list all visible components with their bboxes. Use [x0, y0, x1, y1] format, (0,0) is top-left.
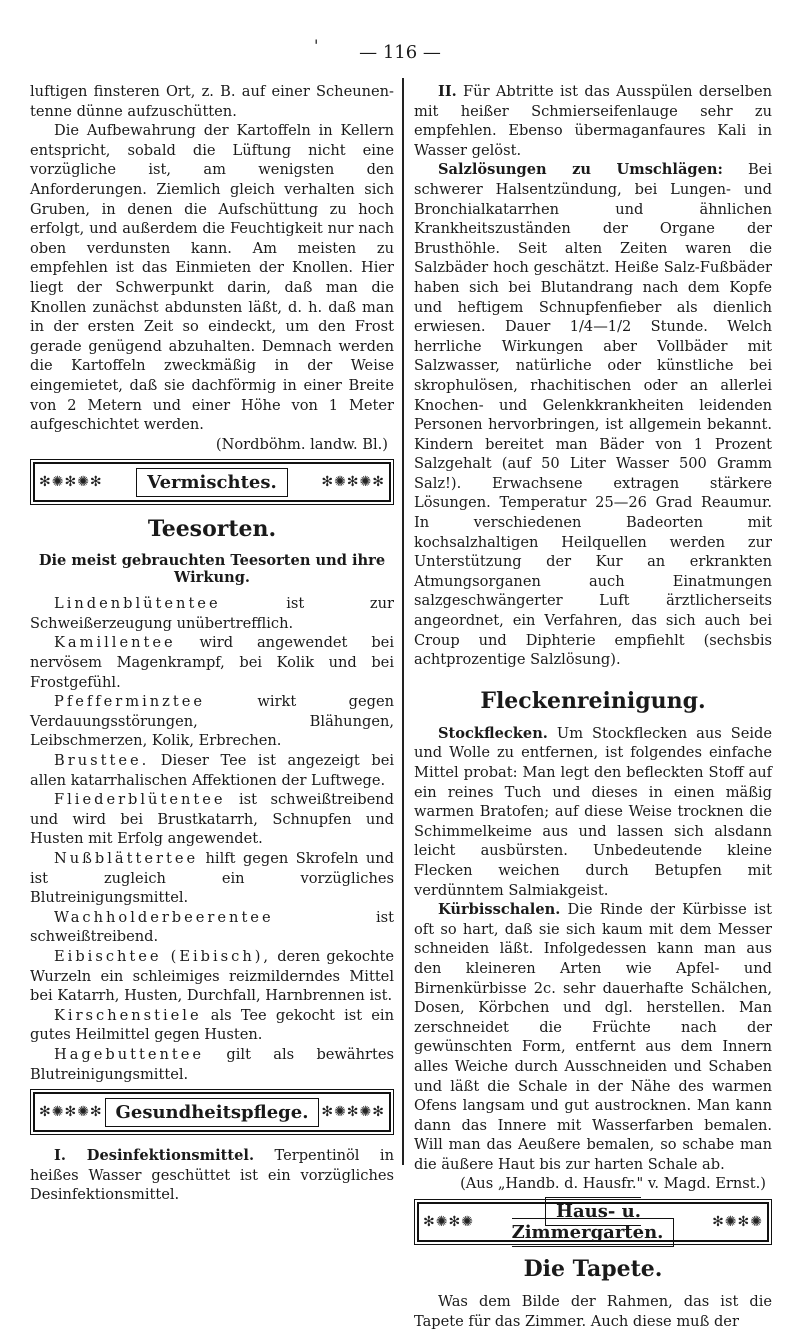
ornament-right: ✻✺✻✺✻ — [321, 1104, 385, 1121]
mildew-paragraph: Stockflecken. Um Stockflecken aus Seide und Wolle zu entfernen, ist folgendes einfache Mittel probat: Man legt den befleckten Stoff auf ein reines Tuch und dieses in einen mäßig warmen Bratofen; auf diese Weise trocknen die Schimmelkeime aus und lassen sich alsdann leicht ausbürsten. Unbedeutende kleine Flecken weichen durch Betupfen mit verdünntem Salmiakgeist. — [414, 724, 772, 899]
right-column — [414, 82, 772, 1330]
tea-item: Kirschenstiele als Tee gekocht ist ein gutes Heilmittel gegen Husten. — [30, 1006, 394, 1044]
column-divider — [402, 78, 404, 1165]
stray-mark: ' — [314, 36, 319, 55]
ornament-left: ✻✺✻✺✻ — [39, 474, 103, 491]
potato-storage-paragraph: Die Aufbewahrung der Kartoffeln in Kellern entspricht, sobald die Lüftung nicht eine vorzügliche ist, am wenigsten den Anforderungen. Ziemlich gleich verhalten sich Gruben, in denen die Aufschüttung zu hoch erfolgt, und außerdem die Feuchtigkeit nur nach oben verdunsten kann. Am meisten zu empfehlen ist das Einmieten der Knollen. Hier liegt der Schwerpunkt darin, daß man die Knollen zunächst abdunsten läßt, d. h. daß man in der ersten Zeit so eindeckt, um den Frost gerade genügend abzuhalten. Demnach werden die Kartoffeln zweckmäßig in der Weise eingemietet, daß sie dachförmig in einer Breite von 2 Metern und einer Höhe von 1 Meter aufgeschichtet werden. — [30, 122, 394, 434]
section-banner-gesundheitspflege — [33, 1092, 391, 1132]
tea-item: Wachholderbeerentee ist schweißtreibend. — [30, 908, 394, 946]
potato-source-citation: (Nordböhm. landw. Bl.) — [215, 435, 388, 453]
disinfectant-paragraph: I. Desinfektionsmittel. Terpentinöl in heißes Wasser geschüttet ist ein vorzügliches Desinfektionsmittel. — [30, 1147, 394, 1204]
tea-item: Pfefferminztee wirkt gegen Verdauungsstörungen, Blähungen, Leibschmerzen, Kolik, Erbrechen. — [30, 693, 394, 750]
section-banner-vermischtes — [33, 462, 391, 502]
disinfectant-paragraph-2: II. Für Abtritte ist das Ausspülen derselben mit heißer Schmierseifenlauge sehr zu empfehlen. Ebenso übermaganfaures Kali in Wasser gelöst. — [414, 83, 772, 159]
tea-item: Fliederblütentee ist schweißtreibend und wird bei Brustkatarrh, Schnupfen und Husten mit Erfolg angewendet. — [30, 791, 394, 848]
tea-subheading: Die meist gebrauchten Teesorten und ihre Wirkung. — [38, 552, 386, 587]
salt-solution-paragraph: Salzlösungen zu Umschlägen: Bei schwerer Halsentzündung, bei Lungen- und Bronchialkatarrhen und ähnlichen Krankheitszuständen der Organe der Brusthöhle. Seit alten Zeiten waren die Salzbäder hoch geschätzt. Heiße Salz-Fußbäder haben sich bei Blutandrang nach dem Kopfe und heftigem Schnupfenfieber als dienlich erwiesen. Dauer 1/4—1/2 Stunde. Welch herrliche Wirkungen aber Vollbäder mit Salzwasser, natürliche oder künstliche bei skrophulösen, rhachitischen oder an allerlei Knochen- und Gelenkkrankheiten leidenden Personen hervorbringen, ist allgemein bekannt. Kindern bereitet man Bäder von 1 Prozent Salzgehalt (auf 50 Liter Wasser 500 Gramm Salz!). Erwachsene extragen stärkere Lösungen. Temperatur 25—26 Grad Reaumur. In verschiedenen Badeorten mit kochsalzhaltigen Heilquellen werden zur Unterstützung der Kur an erkrankten Atmungsorganen auch Einatmungen salzgeschwängerter Luft ärztlicherseits angeordnet, ein Verfahren, das sich auch bei Croup und Diphterie empfiehlt (sechsbis achtprozentige Salzlösung). — [414, 161, 772, 669]
pumpkin-source-citation: (Aus „Handb. d. Hausfr." v. Magd. Ernst.) — [460, 1175, 766, 1193]
ornament-left: ✻✺✻✺✻ — [39, 1104, 103, 1121]
wallpaper-paragraph: Was dem Bilde der Rahmen, das ist die Tapete für das Zimmer. Auch diese muß der — [414, 1293, 772, 1330]
ornament-left: ✻✺✻✺ — [423, 1214, 474, 1231]
stain-heading: Fleckenreinigung. — [480, 687, 706, 714]
pumpkin-paragraph: Kürbisschalen. Die Rinde der Kürbisse ist oft so hart, daß sie sich kaum mit dem Messer schneiden läßt. Infolgedessen kann man aus den kleineren Arten wie Apfel- und Birnenkürbisse 2c. sehr dauerhafte Schälchen, Dosen, Körbchen und dgl. herstellen. Man zerschneidet die Früchte nach der gewünschten Form, entfernt aus dem Innern alles Weiche durch Ausschneiden und Schaben und läßt die Schale in der Nähe des warmen Ofens langsam und gut austrocknen. Man kann dann das Innere mit Wasserfarben bemalen. Will man das Aeußere bemalen, so schabe man die äußere Haut bis zur harten Schale ab. — [414, 901, 772, 1173]
ornament-right: ✻✺✻✺✻ — [321, 474, 385, 491]
tea-item: Brusttee. Dieser Tee ist angezeigt bei allen katarrhalischen Affektionen der Luftwege. — [30, 752, 394, 789]
potato-paragraph-continued: luftigen finsteren Ort, z. B. auf einer Scheunen-tenne dünne aufzuschütten. — [30, 83, 394, 120]
section-banner-zimmergarten — [417, 1202, 769, 1242]
tea-item: Hagebuttentee gilt als bewährtes Blutreinigungsmittel. — [30, 1045, 394, 1083]
page-number: — 116 — — [359, 42, 441, 63]
banner-title: Gesundheitspflege. — [103, 1102, 322, 1123]
tea-heading: Teesorten. — [147, 516, 277, 543]
tea-item: Eibischtee (Eibisch), deren gekochte Wurzeln ein schleimiges reizmilderndes Mittel bei Katarrh, Husten, Durchfall, Harnbrennen ist. — [30, 947, 394, 1005]
banner-title: Haus- u. Zimmergarten. — [474, 1201, 712, 1243]
tea-item: Kamillentee wird angewendet bei nervösem Magenkrampf, bei Kolik und bei Frostgefühl. — [30, 634, 394, 691]
wallpaper-heading: Die Tapete. — [523, 1256, 663, 1283]
banner-title: Vermischtes. — [103, 472, 322, 493]
tea-item: Nußblättertee hilft gegen Skrofeln und ist zugleich ein vorzügliches Blutreinigungsmittel. — [30, 850, 394, 907]
tea-item: Lindenblütentee ist zur Schweißerzeugung unübertrefflich. — [30, 595, 394, 632]
ornament-right: ✻✺✻✺ — [712, 1214, 763, 1231]
left-column — [30, 82, 394, 1204]
